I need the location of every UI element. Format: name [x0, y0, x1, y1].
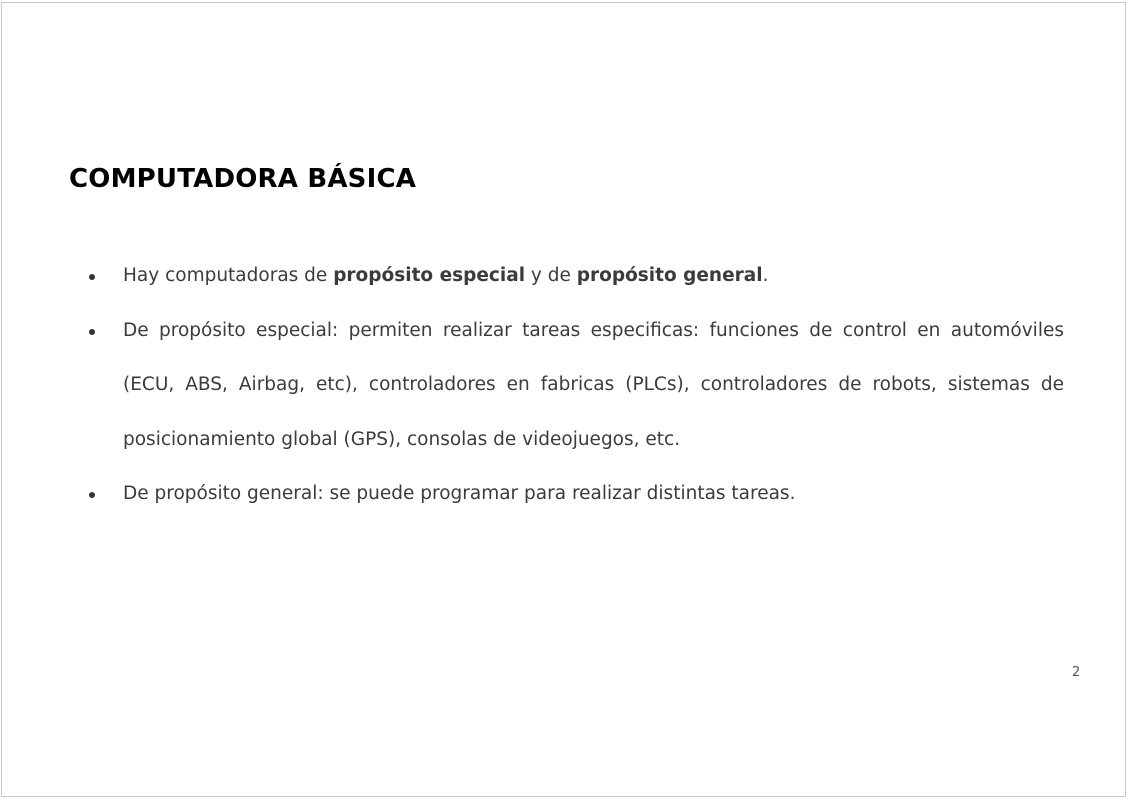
bullet-item-3: [87, 467, 1064, 522]
page-number: 2: [1072, 665, 1081, 680]
bold-term-special-purpose: propósito especial: [333, 265, 526, 286]
bullet-text: .: [762, 265, 769, 286]
bullet-text: Hay computadoras de: [123, 265, 334, 286]
bullet-dot-icon: [89, 329, 95, 335]
bold-term-general-purpose: propósito general: [576, 265, 763, 286]
bullet-text: y de: [525, 265, 577, 286]
bullet-text: De propósito general: se puede programar para realizar distintas tareas.: [123, 483, 796, 504]
slide: [1, 2, 1126, 797]
bullet-dot-icon: [89, 492, 95, 498]
bullet-item-1: [87, 249, 1064, 304]
slide-title: COMPUTADORA BÁSICA: [69, 164, 417, 194]
bullet-dot-icon: [89, 274, 95, 280]
bullet-text: De propósito especial: permiten realizar tareas especificas: funciones de control en automóviles (ECU, ABS, Airbag, etc), controladores en fabricas (PLCs), controladores de robots, sistemas de posicionamiento global (GPS), consolas de videojuegos, etc.: [123, 319, 1064, 450]
bullet-list: [87, 249, 1064, 522]
bullet-item-2: [87, 304, 1064, 468]
